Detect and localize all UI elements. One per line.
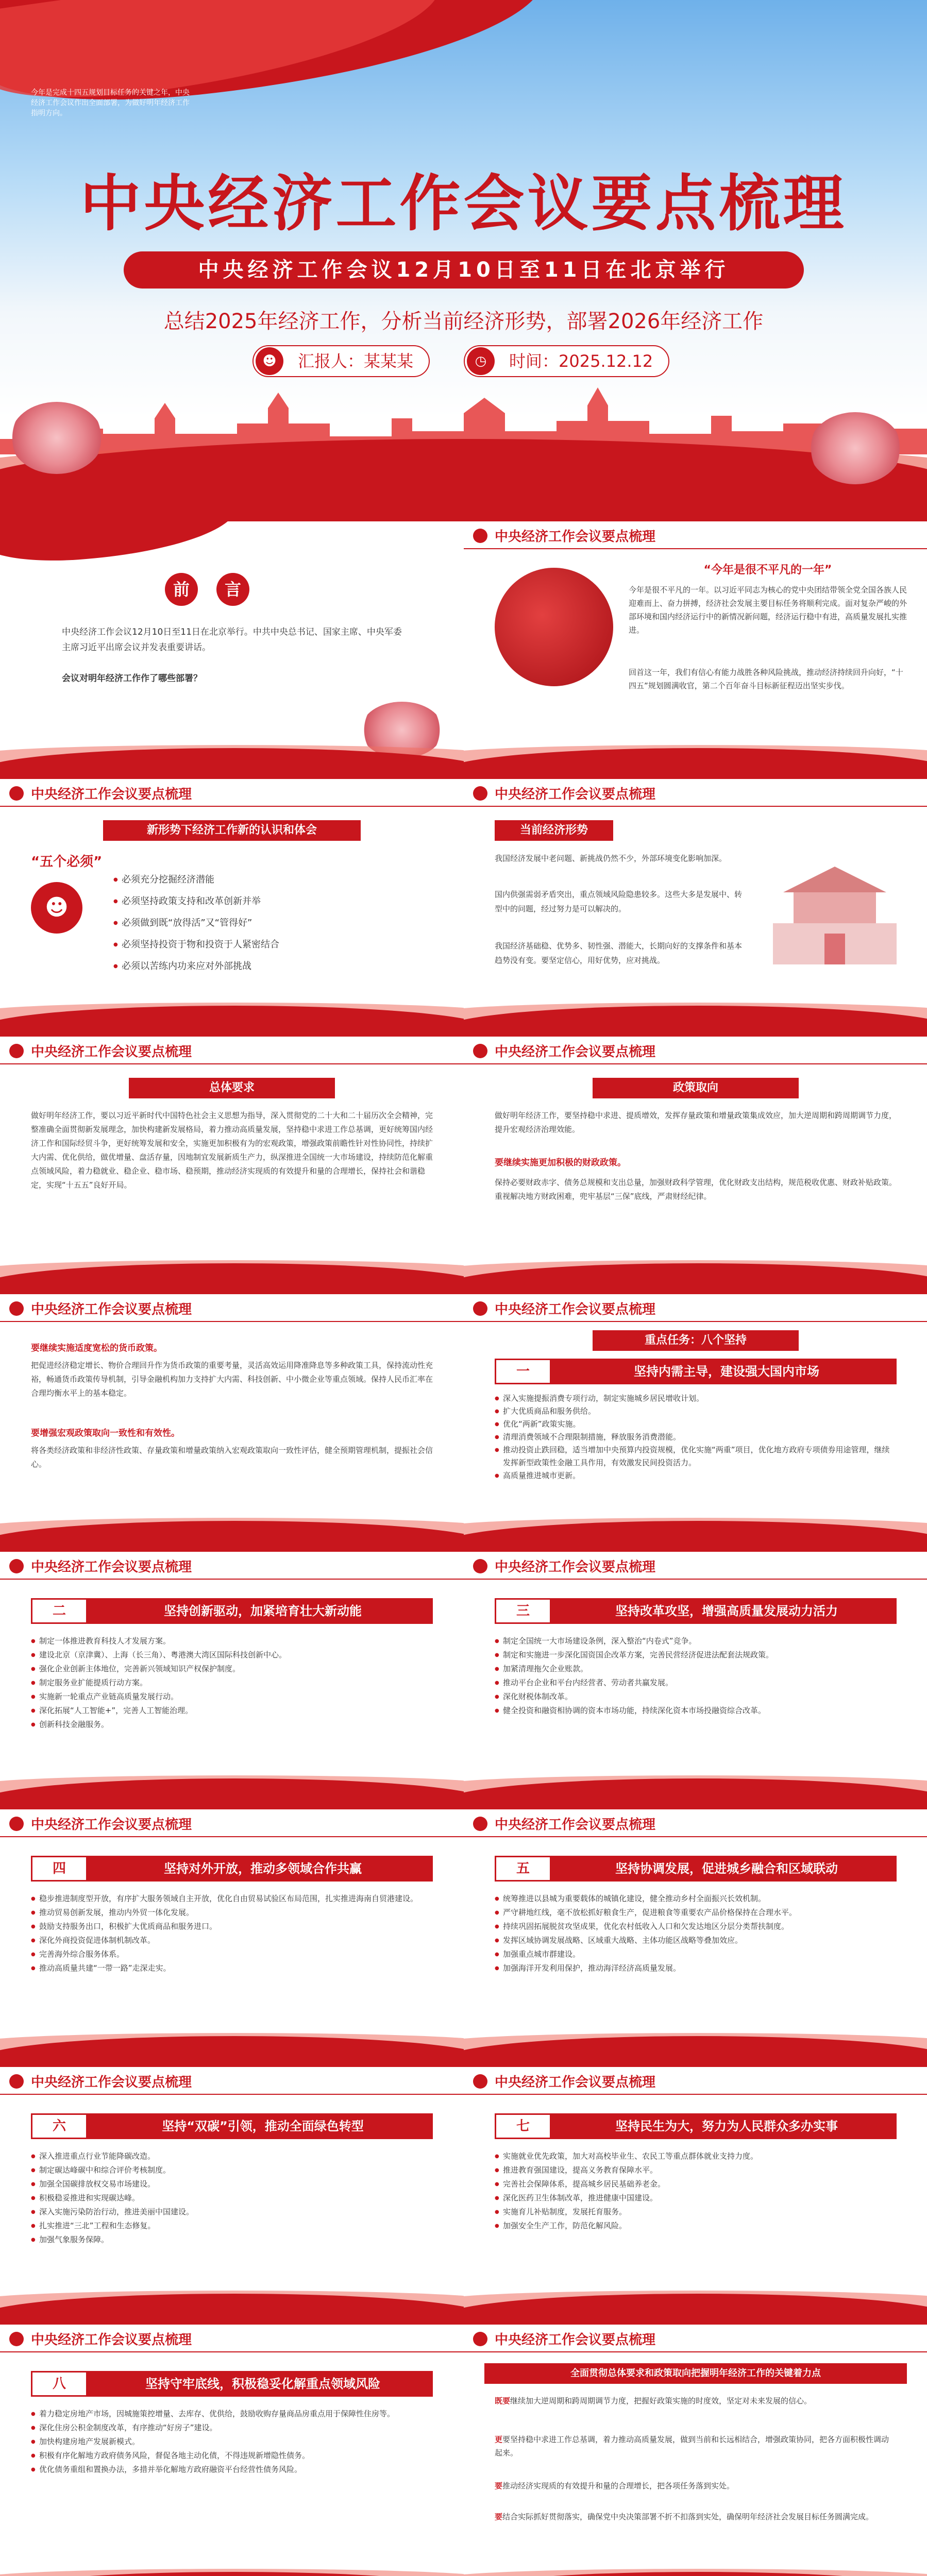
p1-text: 继续加大逆周期和跨周期调节力度，把握好政策实施的时度效，坚定对未来发展的信心。 bbox=[510, 2396, 812, 2405]
ribbon-text: 坚持对外开放，推动多领域合作共赢 bbox=[164, 1861, 362, 1876]
list-item: ● 优化“两新”政策实施。 bbox=[495, 1418, 897, 1431]
slide-4 bbox=[464, 779, 927, 1037]
list-item: ● 制定碳达峰碳中和综合评价考核制度。 bbox=[31, 2163, 433, 2177]
slide-header-title: 中央经济工作会议要点梳理 bbox=[31, 1044, 192, 1060]
cover-banner: 中央经济工作会议12月10日至11日在北京举行 bbox=[124, 251, 804, 289]
slide8-list bbox=[495, 1392, 897, 1482]
list-item: ● 完善海外综合服务体系。 bbox=[31, 1947, 433, 1961]
list-item: ● 完善社会保障体系，提高城乡居民基础养老金。 bbox=[495, 2177, 897, 2191]
cover-subtitle: 总结2025年经济工作，分析当前经济形势，部署2026年经济工作 bbox=[163, 310, 764, 333]
list-item: ● 稳步推进制度型开放，有序扩大服务领域自主开放，优化自由贸易试验区布局范围，扎实推进海南自贸港建设。 bbox=[31, 1892, 433, 1906]
slide2-para2: 回首这一年，我们有信心有能力战胜各种风险挑战，推动经济持续回升向好，“十四五”规划圆满收官，第二个百年奋斗目标新征程迈出坚实步伐。 bbox=[629, 668, 903, 690]
ribbon-tag: 六 bbox=[31, 2113, 88, 2139]
list-item: ● 积极稳妥推进和实现碳达峰。 bbox=[31, 2191, 433, 2205]
list-item: ● 优化债务重组和置换办法，多措并举化解地方政府融资平台经营性债务风险。 bbox=[31, 2463, 433, 2477]
preface-question: 会议对明年经济工作作了哪些部署？ bbox=[62, 673, 202, 684]
slide-14 bbox=[464, 2067, 927, 2325]
slide-header-title: 中央经济工作会议要点梳理 bbox=[495, 2075, 656, 2090]
list-item: ● 扎实推进“三北”工程和生态修复。 bbox=[31, 2219, 433, 2233]
slide2-title: “今年是很不平凡的一年” bbox=[703, 564, 832, 577]
slide9-list bbox=[31, 1634, 433, 1732]
slide4-box-title: 当前经济形势 bbox=[495, 820, 613, 841]
list-item: ● 高质量推进城市更新。 bbox=[495, 1469, 897, 1482]
p2-text: 要坚持稳中求进工作总基调，着力推动高质量发展，做到当前和长远相结合，增强政策协同，把各方面积极性调动起来。 bbox=[495, 2435, 889, 2458]
slide16-p2 bbox=[495, 2433, 897, 2460]
slide-16 bbox=[464, 2325, 927, 2576]
list-item: ● 积极有序化解地方政府债务风险，督促各地主动化债，不得违规新增隐性债务。 bbox=[31, 2449, 433, 2463]
slide5-text: 做好明年经济工作，要以习近平新时代中国特色社会主义思想为指导，深入贯彻党的二十大和二十届历次全会精神，完整准确全面贯彻新发展理念，加快构建新发展格局，着力推动高质量发展，坚持稳中求进工作总基调，更好统筹国内经济工作和国际经贸斗争，更好统筹发展和安全，实施更加积极有为的宏观政策，增强政策前瞻性针对性协同性，持续扩大内需、优化供给，做优增量、盘活存量，因地制宜发展新质生产力，纵深推进全国统一大市场建设，持续防范化解重点领域风险，着力稳就业、稳企业、稳市场、稳预期，推动经济实现质的有效提升和量的合理增长，保持社会和谐稳定，实现“十五五”良好开局。 bbox=[31, 1111, 433, 1190]
slide-5 bbox=[0, 1037, 464, 1294]
slide4-para3: 我国经济基础稳、优势多、韧性强、潜能大，长期向好的支撑条件和基本趋势没有变。要坚定信心，用好优势，应对挑战。 bbox=[495, 941, 743, 965]
list-item: ● 建设北京（京津冀）、上海（长三角）、粤港澳大湾区国际科技创新中心。 bbox=[31, 1648, 433, 1662]
p4-text: 结合实际抓好贯彻落实，确保党中央决策部署不折不扣落到实处，确保明年经济社会发展目标任务圆满完成。 bbox=[502, 2512, 874, 2521]
slide11-list bbox=[31, 1892, 433, 1975]
p4-lead: 要 bbox=[495, 2512, 503, 2521]
slide4-para2: 国内供强需弱矛盾突出，重点领域风险隐患较多。这些大多是发展中、转型中的问题，经过努力是可以解决的。 bbox=[495, 890, 743, 913]
ribbon-tag: 三 bbox=[495, 1598, 551, 1624]
slide-header-title: 中央经济工作会议要点梳理 bbox=[495, 1560, 656, 1575]
p3-lead: 要 bbox=[495, 2481, 503, 2490]
slide-6 bbox=[464, 1037, 927, 1294]
slide10-list bbox=[495, 1634, 897, 1718]
slide7-bullet1: 要继续实施适度宽松的货币政策。 bbox=[31, 1343, 162, 1353]
ribbon-text: 坚持协调发展，促进城乡融合和区域联动 bbox=[615, 1861, 838, 1876]
slide3-box-title: 新形势下经济工作新的认识和体会 bbox=[103, 820, 361, 841]
slide12-list bbox=[495, 1892, 897, 1975]
slide11-ribbon bbox=[31, 1856, 433, 1882]
list-item: ● 必须做到既“放得活”又“管得好” bbox=[113, 912, 433, 934]
slide-header-title: 中央经济工作会议要点梳理 bbox=[31, 1817, 192, 1833]
slide7-text1: 把促进经济稳定增长、物价合理回升作为货币政策的重要考量，灵活高效运用降准降息等多种政策工具，保持流动性充裕，畅通货币政策传导机制，引导金融机构加力支持扩大内需、科技创新、中小微企业等重点领域。保持人民币汇率在合理均衡水平上的基本稳定。 bbox=[31, 1361, 433, 1398]
cover-time-label: 时间：2025.12.12 bbox=[509, 351, 653, 371]
slide2-para1: 今年是很不平凡的一年。以习近平同志为核心的党中央团结带领全党全国各族人民迎难而上、奋力拼搏，经济社会发展主要目标任务将顺利完成。面对复杂严峻的外部环境和国内经济运行中的新情况新问题，经济运行稳中有进，高质量发展扎实推进。 bbox=[629, 585, 907, 635]
list-item: ● 深入实施提振消费专项行动，制定实施城乡居民增收计划。 bbox=[495, 1392, 897, 1405]
list-item: ● 着力稳定房地产市场，因城施策控增量、去库存、优供给，鼓励收购存量商品房重点用于保障性住房等。 bbox=[31, 2407, 433, 2421]
slide-header-title: 中央经济工作会议要点梳理 bbox=[495, 1817, 656, 1833]
ribbon-tag: 五 bbox=[495, 1856, 551, 1882]
clock-icon: ◷ bbox=[467, 347, 495, 375]
slide-12 bbox=[464, 1809, 927, 2067]
ribbon-tag: 七 bbox=[495, 2113, 551, 2139]
list-item: ● 加强气象服务保障。 bbox=[31, 2233, 433, 2247]
slide-15 bbox=[0, 2325, 464, 2576]
slide9-ribbon bbox=[31, 1598, 433, 1624]
slide13-list bbox=[31, 2149, 433, 2247]
cover-small-text: 今年是完成十四五规划目标任务的关键之年，中央经济工作会议作出全面部署，为做好明年经济工作指明方向。 bbox=[31, 89, 190, 117]
list-item: ● 制定一体推进教育科技人才发展方案。 bbox=[31, 1634, 433, 1648]
list-item: ● 加强海洋开发利用保护，推动海洋经济高质量发展。 bbox=[495, 1961, 897, 1975]
user-icon: ☻ bbox=[256, 347, 283, 375]
slide16-p3 bbox=[495, 2479, 897, 2493]
list-item: ● 制定和实施进一步深化国资国企改革方案，完善民营经济促进法配套法规政策。 bbox=[495, 1648, 897, 1662]
red-flag-circle bbox=[495, 568, 613, 686]
slide-header-title: 中央经济工作会议要点梳理 bbox=[31, 1302, 192, 1317]
cover-time-pill bbox=[464, 345, 669, 377]
list-item: ● 鼓励支持服务出口，积极扩大优质商品和服务进口。 bbox=[31, 1920, 433, 1934]
slide-3 bbox=[0, 779, 464, 1037]
cover-slide bbox=[0, 0, 927, 521]
list-item: ● 加强重点城市群建设。 bbox=[495, 1947, 897, 1961]
list-item: ● 统筹推进以县城为重要载体的城镇化建设，健全推动乡村全面振兴长效机制。 bbox=[495, 1892, 897, 1906]
slide-header-title: 中央经济工作会议要点梳理 bbox=[495, 1044, 656, 1060]
slide16-box-title: 全面贯彻总体要求和政策取向把握明年经济工作的关键着力点 bbox=[484, 2363, 907, 2384]
slide13-ribbon bbox=[31, 2113, 433, 2139]
ribbon-tag: 一 bbox=[495, 1359, 551, 1384]
list-item: ● 加快构建房地产发展新模式。 bbox=[31, 2435, 433, 2449]
list-item: ● 推进教育强国建设，提高义务教育保障水平。 bbox=[495, 2163, 897, 2177]
ribbon-text: 坚持内需主导，建设强大国内市场 bbox=[634, 1364, 819, 1379]
slide-header-title: 中央经济工作会议要点梳理 bbox=[495, 2332, 656, 2348]
slide6-text2: 保持必要财政赤字、债务总规模和支出总量，加强财政科学管理，优化财政支出结构，规范税收优惠、财政补贴政策。重视解决地方财政困难，兜牢基层“三保”底线，严肃财经纪律。 bbox=[495, 1178, 897, 1201]
list-item: ● 严守耕地红线，毫不放松抓好粮食生产，促进粮食等重要农产品价格保持在合理水平。 bbox=[495, 1906, 897, 1920]
ribbon-text: 坚持创新驱动，加紧培育壮大新动能 bbox=[164, 1604, 362, 1618]
list-item: ● 实施就业优先政策，加大对高校毕业生、农民工等重点群体就业支持力度。 bbox=[495, 2149, 897, 2163]
cover-bottom-wave bbox=[0, 439, 927, 521]
ribbon-text: 坚持守牢底线，积极稳妥化解重点领域风险 bbox=[145, 2377, 380, 2391]
ribbon-tag: 四 bbox=[31, 1856, 88, 1882]
list-item: ● 扩大优质商品和服务供给。 bbox=[495, 1405, 897, 1418]
list-item: ● 加强全国碳排放权交易市场建设。 bbox=[31, 2177, 433, 2191]
slide5-box-title: 总体要求 bbox=[129, 1078, 335, 1098]
preface-top-wave bbox=[0, 521, 239, 566]
slide-header-title: 中央经济工作会议要点梳理 bbox=[31, 1560, 192, 1575]
preface-badge-b: 言 bbox=[216, 573, 249, 606]
list-item: ● 发挥区域协调发展战略、区域重大战略、主体功能区战略等叠加效应。 bbox=[495, 1934, 897, 1947]
list-item: ● 加紧清理拖欠企业账款。 bbox=[495, 1662, 897, 1676]
slide-13 bbox=[0, 2067, 464, 2325]
list-item: ● 清理消费领域不合理限制措施，释放服务消费潜能。 bbox=[495, 1431, 897, 1444]
list-item: ● 推动高质量共建“一带一路”走深走实。 bbox=[31, 1961, 433, 1975]
list-item: ● 推动投资止跌回稳，适当增加中央预算内投资规模，优化实施“两重”项目，优化地方政府专项债券用途管理，继续发挥新型政策性金融工具作用，有效激发民间投资活力。 bbox=[495, 1444, 897, 1469]
peony-flower-left bbox=[10, 402, 103, 474]
slide-header-title: 中央经济工作会议要点梳理 bbox=[495, 529, 656, 545]
slide-header bbox=[464, 521, 927, 551]
slide16-p1 bbox=[495, 2394, 897, 2408]
slide-7 bbox=[0, 1294, 464, 1552]
list-item: ● 健全投资和融资相协调的资本市场功能，持续深化资本市场投融资综合改革。 bbox=[495, 1704, 897, 1718]
header-dot bbox=[473, 529, 487, 543]
slide-9 bbox=[0, 1552, 464, 1809]
slide6-text: 做好明年经济工作，要坚持稳中求进、提质增效，发挥存量政策和增量政策集成效应，加大逆周期和跨周期调节力度，提升宏观经济治理效能。 bbox=[495, 1111, 897, 1134]
list-item: ● 深化住房公积金制度改革，有序推动“好房子”建设。 bbox=[31, 2421, 433, 2435]
cover-reporter-pill bbox=[252, 345, 430, 377]
p3-text: 推动经济实现质的有效提升和量的合理增长，把各项任务落到实处。 bbox=[502, 2481, 735, 2490]
slide-11 bbox=[0, 1809, 464, 2067]
slide12-ribbon bbox=[495, 1856, 897, 1882]
list-item: ● 创新科技金融服务。 bbox=[31, 1718, 433, 1732]
list-item: ● 深化医药卫生体制改革，推进健康中国建设。 bbox=[495, 2191, 897, 2205]
slide-header-title: 中央经济工作会议要点梳理 bbox=[31, 2075, 192, 2090]
list-item: ● 必须充分挖掘经济潜能 bbox=[113, 869, 433, 891]
slide3-list bbox=[113, 869, 433, 977]
ribbon-text: 坚持民生为大，努力为人民群众多办实事 bbox=[615, 2119, 838, 2133]
slide10-ribbon bbox=[495, 1598, 897, 1624]
tiananmen-illustration bbox=[763, 841, 907, 975]
slide14-list bbox=[495, 2149, 897, 2233]
slide16-p4 bbox=[495, 2510, 897, 2523]
cover-reporter-label: 汇报人：某某某 bbox=[298, 351, 414, 371]
list-item: ● 必须坚持政策支持和改革创新并举 bbox=[113, 891, 433, 912]
list-item: ● 必须以苦练内功来应对外部挑战 bbox=[113, 956, 433, 977]
ribbon-text: 坚持“双碳”引领，推动全面绿色转型 bbox=[162, 2119, 364, 2133]
list-item: ● 深化财税体制改革。 bbox=[495, 1690, 897, 1704]
slide6-bullet: 要继续实施更加积极的财政政策。 bbox=[495, 1158, 626, 1168]
preface-text: 中央经济工作会议12月10日至11日在北京举行。中共中央总书记、国家主席、中央军委主席习近平出席会议并发表重要讲话。 bbox=[62, 627, 402, 653]
list-item: ● 深化拓展“人工智能+”，完善人工智能治理。 bbox=[31, 1704, 433, 1718]
slide-header-title: 中央经济工作会议要点梳理 bbox=[31, 787, 192, 802]
p2-lead: 更 bbox=[495, 2435, 503, 2444]
list-item: ● 深化外商投资促进体制机制改革。 bbox=[31, 1934, 433, 1947]
slide6-box-title: 政策取向 bbox=[593, 1078, 799, 1098]
slide15-list bbox=[31, 2407, 433, 2477]
list-item: ● 推动平台企业和平台内经营者、劳动者共赢发展。 bbox=[495, 1676, 897, 1690]
cover-title: 中央经济工作会议要点梳理 bbox=[80, 168, 847, 239]
slide-2 bbox=[464, 521, 927, 779]
list-item: ● 必须坚持投资于物和投资于人紧密结合 bbox=[113, 934, 433, 956]
peony-flower-right bbox=[809, 412, 902, 484]
list-item: ● 制定全国统一大市场建设条例，深入整治“内卷式”竞争。 bbox=[495, 1634, 897, 1648]
slide3-heading: “五个必须” bbox=[31, 854, 103, 870]
list-item: ● 深入推进重点行业节能降碳改造。 bbox=[31, 2149, 433, 2163]
list-item: ● 强化企业创新主体地位，完善新兴领域知识产权保护制度。 bbox=[31, 1662, 433, 1676]
list-item: ● 深入实施污染防治行动，推进美丽中国建设。 bbox=[31, 2205, 433, 2219]
slide8-box-title: 重点任务：八个坚持 bbox=[593, 1330, 799, 1351]
list-item: ● 持续巩固拓展脱贫攻坚成果，优化农村低收入人口和欠发达地区分层分类帮扶制度。 bbox=[495, 1920, 897, 1934]
ribbon-text: 坚持改革攻坚，增强高质量发展动力活力 bbox=[615, 1604, 838, 1618]
slide14-ribbon bbox=[495, 2113, 897, 2139]
slide7-text2: 将各类经济政策和非经济性政策、存量政策和增量政策纳入宏观政策取向一致性评估，健全预期管理机制，提振社会信心。 bbox=[31, 1446, 433, 1469]
list-item: ● 实施新一轮重点产业链高质量发展行动。 bbox=[31, 1690, 433, 1704]
people-icon: ☻ bbox=[31, 882, 82, 934]
slide-10 bbox=[464, 1552, 927, 1809]
slide4-para1: 我国经济发展中老问题、新挑战仍然不少，外部环境变化影响加深。 bbox=[495, 854, 727, 863]
slide15-ribbon bbox=[31, 2371, 433, 2397]
list-item: ● 制定服务业扩能提质行动方案。 bbox=[31, 1676, 433, 1690]
list-item: ● 推动贸易创新发展，推动内外贸一体化发展。 bbox=[31, 1906, 433, 1920]
ribbon-tag: 八 bbox=[31, 2371, 88, 2397]
slide-header-title: 中央经济工作会议要点梳理 bbox=[31, 2332, 192, 2348]
preface-slide bbox=[0, 521, 464, 779]
slide-header-title: 中央经济工作会议要点梳理 bbox=[495, 1302, 656, 1317]
p1-lead: 既要 bbox=[495, 2396, 511, 2405]
slide-8 bbox=[464, 1294, 927, 1552]
slide7-bullet2: 要增强宏观政策取向一致性和有效性。 bbox=[31, 1428, 180, 1438]
preface-badge-a: 前 bbox=[165, 573, 198, 606]
slide8-ribbon bbox=[495, 1359, 897, 1384]
list-item: ● 实施育儿补贴制度，发展托育服务。 bbox=[495, 2205, 897, 2219]
list-item: ● 加强安全生产工作，防范化解风险。 bbox=[495, 2219, 897, 2233]
ribbon-tag: 二 bbox=[31, 1598, 88, 1624]
slide-header-title: 中央经济工作会议要点梳理 bbox=[495, 787, 656, 802]
